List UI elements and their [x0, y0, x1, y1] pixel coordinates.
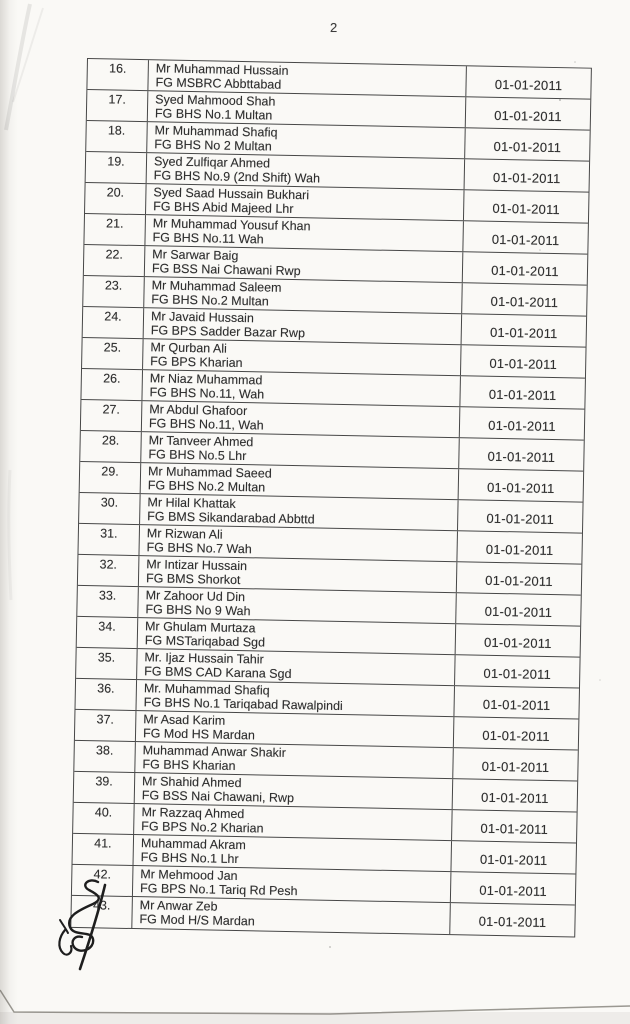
school-name: FG BHS Abid Majeed Lhr [153, 199, 294, 216]
date-cell: 01-01-2011 [491, 262, 559, 280]
person-name: Syed Zulfiqar Ahmed [153, 154, 271, 171]
person-name: Mr Niaz Muhammad [149, 371, 263, 388]
person-name: Mr. Muhammad Shafiq [143, 681, 270, 698]
serial-cell: 37. [75, 710, 137, 741]
date-cell: 01-01-2011 [483, 665, 552, 683]
person-name: Mr Muhammad Saeed [147, 464, 272, 481]
name-cell [144, 308, 463, 344]
page-bottom-edge-icon [0, 990, 630, 1014]
name-cell [147, 122, 466, 158]
date-cell: 01-01-2011 [491, 231, 560, 249]
school-name: FG BHS No.5 Lhr [148, 447, 247, 464]
serial-cell: 26. [81, 369, 143, 400]
school-name: FG BPS No.1 Tariq Rd Pesh [139, 881, 298, 899]
school-name: FG BHS No 2 Multan [154, 137, 272, 154]
date-cell: 01-01-2011 [484, 603, 553, 621]
serial-cell: 39. [74, 772, 136, 803]
school-name: FG BMS Shorkot [145, 571, 241, 588]
school-name: FG BHS Kharian [142, 757, 236, 773]
school-name: FG BSS Nai Chawani Rwp [151, 261, 301, 279]
date-cell: 01-01-2011 [481, 758, 550, 776]
date-cell: 01-01-2011 [485, 572, 553, 590]
date-cell: 01-01-2011 [480, 789, 549, 806]
serial-cell: 32. [78, 555, 140, 586]
person-name: Mr Muhammad Shafiq [154, 123, 278, 140]
name-cell [147, 153, 466, 189]
serial-cell: 24. [83, 307, 145, 338]
speck [329, 946, 331, 948]
serial-cell: 22. [84, 245, 146, 276]
date-cell: 01-01-2011 [480, 820, 549, 837]
date-cell: 01-01-2011 [482, 696, 551, 714]
page-number: 2 [330, 20, 338, 35]
person-name: Mr Mehmood Jan [140, 867, 238, 884]
date-cell: 01-01-2011 [486, 479, 555, 497]
serial-cell: 29. [80, 462, 142, 493]
serial-cell: 41. [73, 834, 135, 865]
person-name: Mr Hilal Khattak [147, 495, 236, 511]
person-name: Mr Rizwan Ali [146, 526, 223, 542]
school-name: FG BHS No 9 Wah [145, 602, 251, 619]
person-name: Mr Sarwar Baig [152, 247, 239, 263]
school-name: FG BHS No.11, Wah [149, 385, 265, 402]
date-cell: 01-01-2011 [494, 76, 563, 94]
serial-cell: 34. [77, 617, 139, 648]
name-cell [138, 618, 457, 654]
serial-cell: 40. [73, 803, 135, 834]
name-cell [139, 556, 458, 592]
name-cell [144, 277, 463, 313]
name-cell [138, 587, 457, 623]
name-cell [134, 835, 453, 871]
date-cell: 01-01-2011 [492, 200, 561, 218]
serial-cell: 27. [81, 400, 143, 431]
serial-cell: 28. [80, 431, 142, 462]
serial-cell: 23. [83, 276, 145, 307]
school-name: FG BMS Sikandarabad Abbttd [147, 509, 315, 527]
name-cell [135, 742, 454, 778]
school-name: FG BPS Kharian [150, 354, 243, 371]
school-name: FG BHS No.1 Tariqabad Rawalpindi [143, 695, 343, 714]
name-cell [135, 773, 454, 809]
name-cell [139, 525, 458, 561]
name-cell [148, 60, 467, 96]
person-name: Mr Tanveer Ahmed [148, 433, 254, 450]
serial-cell: 30. [79, 493, 141, 524]
date-cell: 01-01-2011 [478, 913, 547, 930]
school-name: FG MSBRC Abbttabad [155, 75, 282, 92]
date-cell: 01-01-2011 [489, 355, 558, 373]
name-cell [140, 494, 459, 530]
signature-icon [46, 876, 122, 976]
person-name: Mr Anwar Zeb [139, 898, 218, 914]
name-cell [141, 463, 460, 499]
school-name: FG BHS No.1 Lhr [140, 850, 239, 867]
name-cell [145, 215, 464, 251]
person-name: Mr Intizar Hussain [146, 557, 248, 574]
date-cell: 01-01-2011 [487, 448, 556, 466]
person-name: Mr Ghulam Murtaza [144, 619, 256, 636]
date-cell: 01-01-2011 [479, 851, 548, 868]
serial-cell: 43. [71, 896, 133, 928]
school-name: FG Mod HS Mardan [142, 726, 256, 743]
name-cell [136, 711, 455, 747]
speck [574, 61, 576, 63]
person-name: Mr Javaid Hussain [150, 309, 254, 326]
date-cell: 01-01-2011 [493, 138, 562, 156]
school-name: FG BSS Nai Chawani, Rwp [141, 788, 295, 806]
page-left-edge-shadow [0, 0, 18, 1024]
serial-cell: 36. [76, 679, 138, 710]
school-name: FG BPS Sadder Bazar Rwp [150, 323, 306, 341]
serial-cell: 25. [82, 338, 144, 369]
serial-cell: 17. [87, 90, 149, 121]
school-name: FG BHS No.2 Multan [151, 292, 269, 309]
person-name: Mr Asad Karim [143, 712, 226, 728]
person-name: Mr Muhammad Saleem [151, 278, 282, 295]
date-cell: 01-01-2011 [488, 386, 557, 404]
school-name: FG BMS CAD Karana Sgd [144, 664, 292, 682]
person-name: Syed Mahmood Shah [155, 92, 276, 109]
name-cell [133, 866, 452, 902]
person-name: Mr. Ijaz Hussain Tahir [144, 650, 264, 667]
person-name: Mr Razzaq Ahmed [141, 805, 245, 822]
name-cell [134, 804, 453, 840]
date-cell: 01-01-2011 [483, 634, 552, 652]
school-name: FG BHS No.11, Wah [148, 416, 264, 433]
name-cell [137, 649, 456, 685]
person-name: Muhammad Akram [140, 836, 246, 853]
serial-cell: 38. [74, 741, 136, 772]
name-cell [142, 370, 461, 406]
serial-cell: 42. [72, 865, 134, 896]
serial-cell: 33. [77, 586, 139, 617]
person-name: Mr Muhammad Hussain [155, 61, 289, 78]
school-name: FG BHS No.11 Wah [152, 230, 264, 247]
date-cell: 01-01-2011 [482, 727, 550, 745]
serial-cell: 19. [86, 152, 148, 183]
person-name: Mr Abdul Ghafoor [149, 402, 248, 419]
school-name: FG BHS No.9 (2nd Shift) Wah [153, 168, 321, 186]
date-cell: 01-01-2011 [492, 169, 561, 187]
name-cell [146, 184, 465, 220]
serial-cell: 35. [76, 648, 138, 679]
name-cell [143, 339, 462, 375]
school-name: FG MSTariqabad Sgd [144, 633, 266, 650]
date-cell: 01-01-2011 [494, 107, 562, 125]
name-cell [141, 432, 460, 468]
person-name: Mr Zahoor Ud Din [145, 588, 246, 605]
name-cell [142, 401, 461, 437]
speck [599, 679, 601, 681]
serial-cell: 18. [86, 121, 148, 152]
school-name: FG Mod H/S Mardan [139, 912, 255, 929]
school-name: FG BPS No.2 Kharian [141, 819, 264, 836]
name-cell [148, 91, 467, 127]
person-name: Mr Shahid Ahmed [141, 774, 242, 791]
name-cell [136, 680, 455, 716]
date-cell: 01-01-2011 [479, 882, 547, 899]
name-cell [132, 897, 451, 934]
serial-cell: 31. [78, 524, 140, 555]
page-bottom-edge-band [0, 1012, 630, 1024]
date-cell: 01-01-2011 [488, 417, 556, 435]
date-cell: 01-01-2011 [489, 324, 558, 342]
name-cell [145, 246, 464, 282]
person-name: Syed Saad Hussain Bukhari [153, 185, 310, 203]
person-name: Mr Muhammad Yousuf Khan [152, 216, 311, 234]
person-name: Muhammad Anwar Shakir [142, 743, 286, 760]
school-name: FG BHS No.7 Wah [146, 540, 252, 557]
serial-cell: 20. [85, 183, 147, 214]
date-cell: 01-01-2011 [485, 541, 554, 559]
school-name: FG BHS No.2 Multan [147, 478, 266, 495]
person-name: Mr Qurban Ali [150, 340, 228, 356]
serial-cell: 16. [87, 59, 149, 90]
staff-posting-table [70, 58, 592, 938]
serial-cell: 21. [84, 214, 146, 245]
date-cell: 01-01-2011 [486, 510, 555, 528]
date-cell: 01-01-2011 [490, 293, 559, 311]
school-name: FG BHS No.1 Multan [154, 106, 273, 123]
